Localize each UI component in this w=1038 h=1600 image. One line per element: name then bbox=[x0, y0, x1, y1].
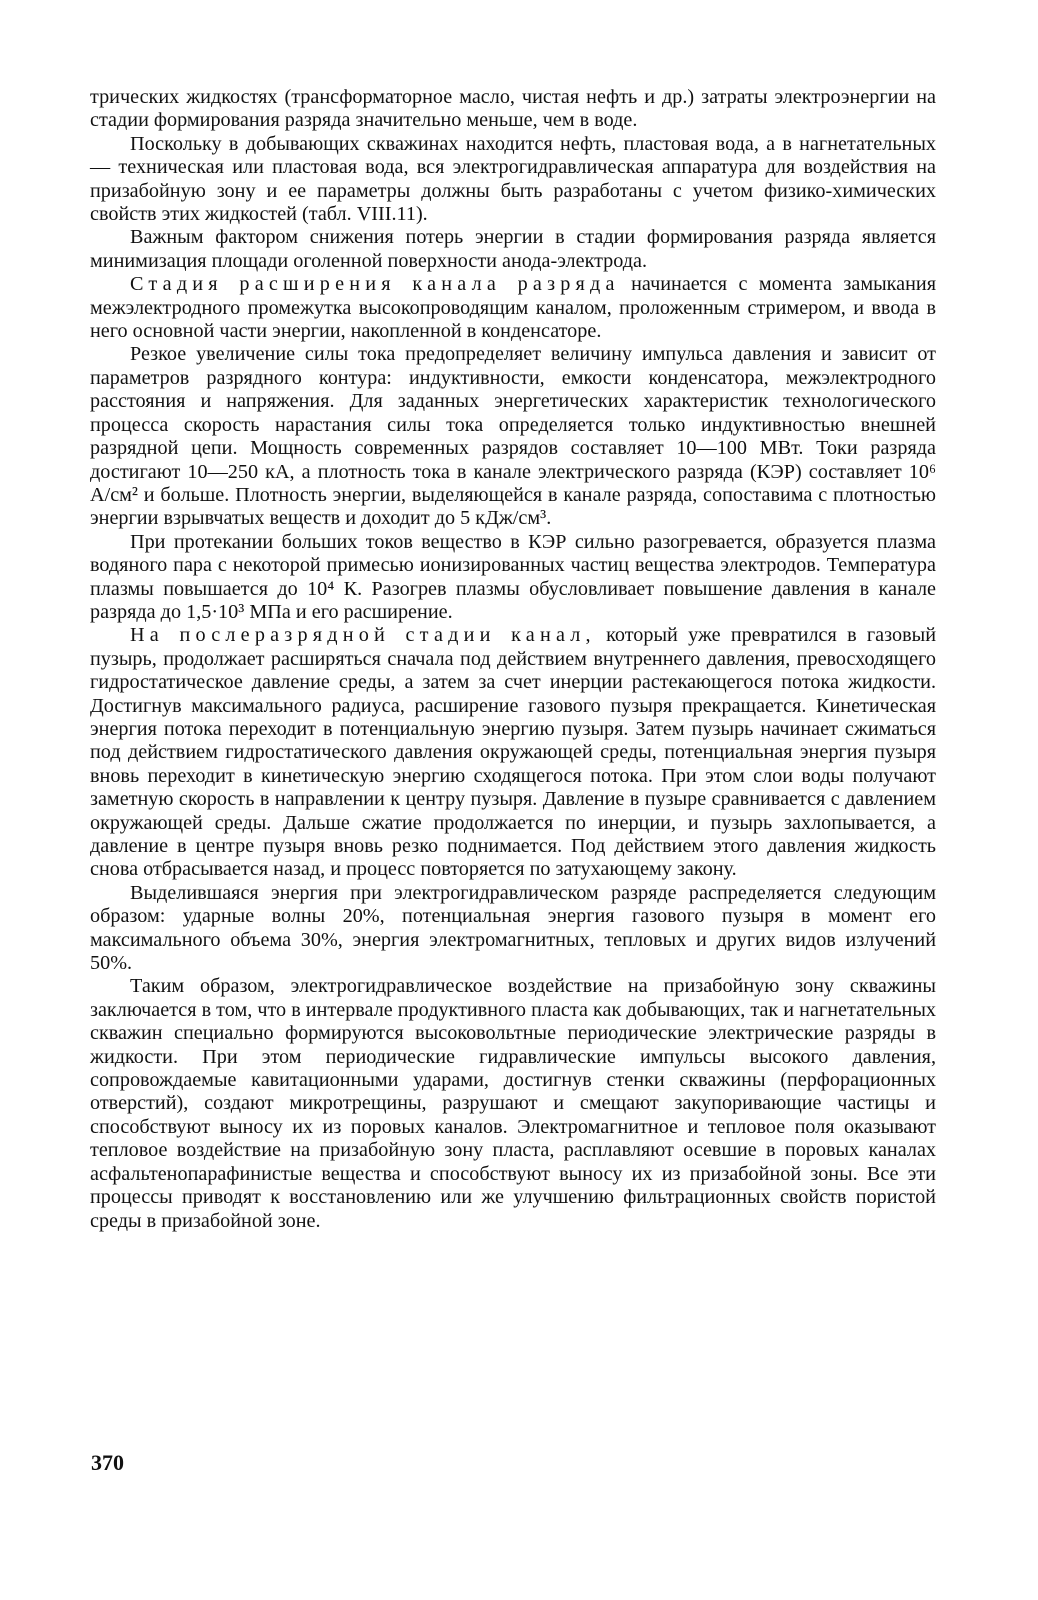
paragraph-8: Выделившаяся энергия при электрогидравлическом разряде распределяется следующим образом: ударные волны 20%, потенциальная энергия газового пузыря в момент его максимального объема 30%, энергия электромагнитных, тепловых и других видов излучений 50%. bbox=[90, 881, 936, 975]
paragraph-2: Поскольку в добывающих скважинах находится нефть, пластовая вода, а в нагнетательных — техническая или пластовая вода, вся электрогидравлическая аппаратура для воздействия на призабойную зону и ее параметры должны быть разработаны с учетом физико-химических свойств этих жидкостей (табл. VIII.11). bbox=[90, 132, 936, 226]
paragraph-3: Важным фактором снижения потерь энергии в стадии формирования разряда является минимизация площади оголенной поверхности анода-электрода. bbox=[90, 226, 936, 272]
paragraph-7 bbox=[90, 624, 936, 881]
spaced-heading-post-discharge-stage: На послеразрядной стадии канал, bbox=[130, 624, 596, 647]
paragraph-7-text: который уже превратился в газовый пузырь, продолжает расширяться сначала под действием внутреннего давления, превосходящего гидростатическое давление среды, а затем за счет инерции растекающегося потока жидкости. Достигнув максимального радиуса, расширение газового пузыря прекращается. Кинетическая энергия потока переходит в потенциальную энергию пузыря. Затем пузырь начинает сжиматься под действием гидростатического давления окружающей среды, потенциальная энергия пузыря вновь переходит в кинетическую энергию сходящегося потока. При этом слои воды получают заметную скорость в направлении к центру пузыря. Давление в пузыре сравнивается с давлением окружающей среды. Дальше сжатие продолжается по инерции, и пузырь захлопывается, а давление в центре пузыря вновь резко поднимается. Под действием этого давления жидкость снова отбрасывается назад, и процесс повторяется по затухающему закону. bbox=[90, 624, 936, 881]
paragraph-9: Таким образом, электрогидравлическое воздействие на призабойную зону скважины заключается в том, что в интервале продуктивного пласта как добывающих, так и нагнетательных скважин специально формируются высоковольтные периодические электрические разряды в жидкости. При этом периодические гидравлические импульсы высокого давления, сопровождаемые кавитационными ударами, достигнув стенки скважины (перфорационных отверстий), создают микротрещины, разрушают и смещают закупоривающие частицы и способствуют выносу их из поровых каналов. Электромагнитное и тепловое поля оказывают тепловое воздействие на призабойную зону пласта, расплавляют осевшие в поровых каналах асфальтенопарафинистые вещества и способствуют выносу их из призабойной зоны. Все эти процессы приводят к восстановлению или же улучшению фильтрационных свойств пористой среды в призабойной зоне. bbox=[90, 975, 936, 1232]
spaced-heading-expansion-stage: Стадия расширения канала разряда bbox=[130, 273, 620, 296]
paragraph-6: При протекании больших токов вещество в КЭР сильно разогревается, образуется плазма водяного пара с некоторой примесью ионизированных частиц вещества электродов. Температура плазмы повышается до 10⁴ К. Разогрев плазмы обусловливает повышение давления в канале разряда до 1,5·10³ МПа и его расширение. bbox=[90, 530, 936, 623]
paragraph-1: трических жидкостях (трансформаторное масло, чистая нефть и др.) затраты электроэнергии на стадии формирования разряда значительно меньше, чем в воде. bbox=[90, 86, 936, 132]
paragraph-5: Резкое увеличение силы тока предопределяет величину импульса давления и зависит от параметров разрядного контура: индуктивности, емкости конденсатора, межэлектродного расстояния и напряжения. Для заданных энергетических характеристик технологического процесса скорость нарастания силы тока определяется только индуктивностью внешней разрядной цепи. Мощность современных разрядов составляет 10—100 МВт. Токи разряда достигают 10—250 кА, а плотность тока в канале электрического разряда (КЭР) составляет 10⁶ А/см² и больше. Плотность энергии, выделяющейся в канале разряда, сопоставима с плотностью энергии взрывчатых веществ и доходит до 5 кДж/см³. bbox=[90, 343, 936, 530]
page-body-text bbox=[90, 86, 936, 1233]
paragraph-4 bbox=[90, 273, 936, 343]
paragraph-4-text: начинается с момента замыкания межэлектродного промежутка высокопроводящим каналом, проложенным стримером, и ввода в него основной части энергии, накопленной в конденсаторе. bbox=[90, 273, 937, 343]
page-number: 370 bbox=[91, 1450, 124, 1475]
